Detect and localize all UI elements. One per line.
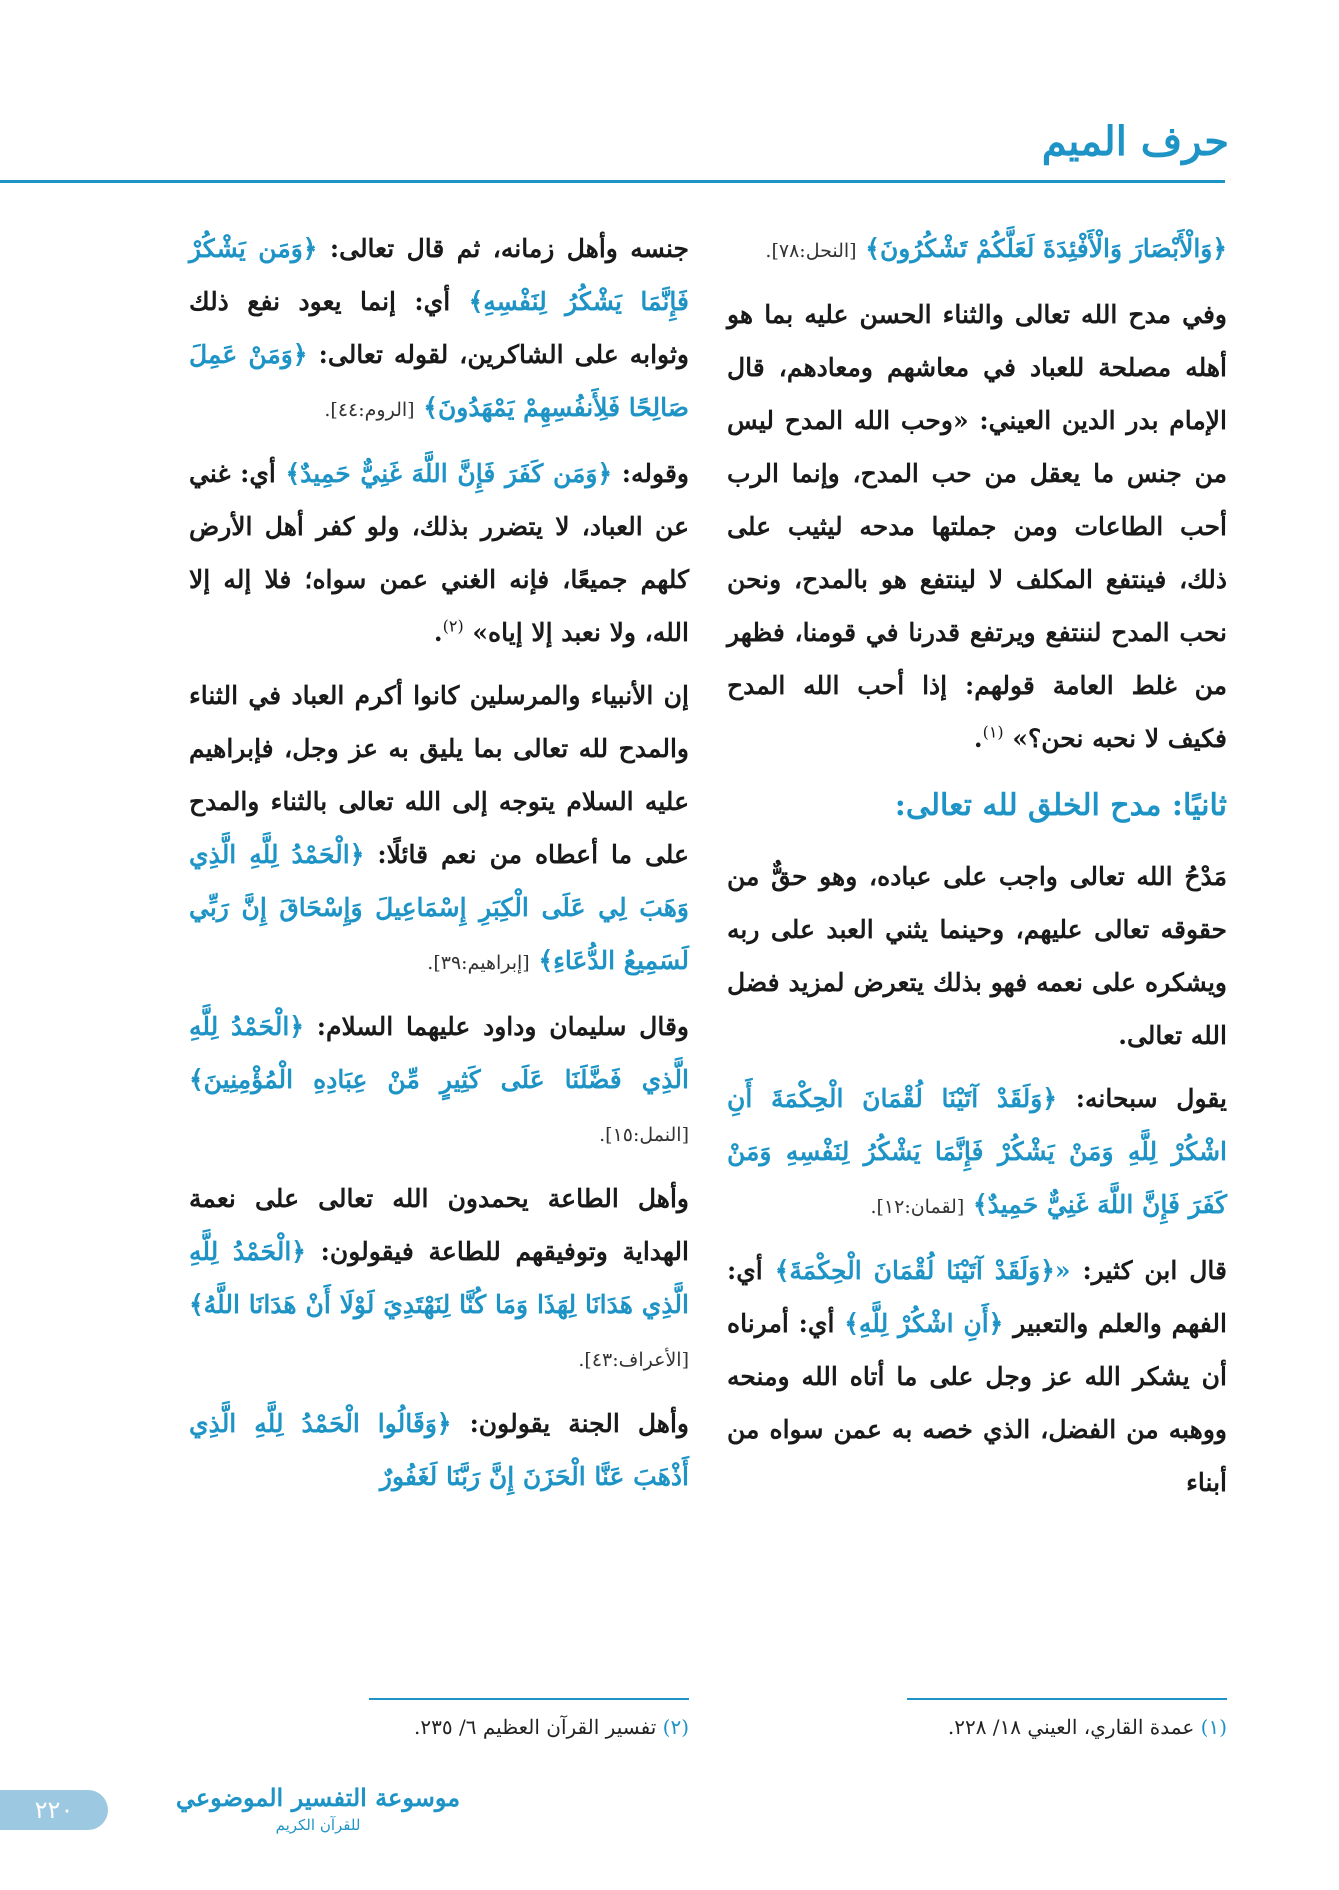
paragraph-text: قال ابن كثير: (1082, 1256, 1227, 1285)
paragraph-text: وفي مدح الله تعالى والثناء الحسن عليه بما هو أهله مصلحة للعباد في معاشهم ومعادهم، قال الإمام بدر الدين العيني: «وحب الله المدح ليس من جنس ما يعقل من حب المدح، وإنما الرب أحب الطاعات ومن جملتها مدحه ليثيب على ذلك، فينتفع المكلف لا لينتفع هو بالمدح، ونحن نحب المدح لننتفع ويرتفع قدرنا في قومنا، فظهر من غلط العامة قولهم: إذا أحب الله المدح فكيف لا نحبه نحن؟» (727, 300, 1227, 753)
section-heading: ثانيًا: مدح الخلق لله تعالى: (894, 788, 1227, 823)
verse-reference: [النحل:٧٨]. (765, 240, 857, 262)
paragraph: وفي مدح الله تعالى والثناء الحسن عليه بما هو أهله مصلحة للعباد في معاشهم ومعادهم، قال الإمام بدر الدين العيني: «وحب الله المدح ليس من جنس ما يعقل من حب المدح، وإنما الرب أحب الطاعات ومن جملتها مدحه ليثيب على ذلك، فينتفع المكلف لا لينتفع هو بالمدح، ونحن نحب المدح لننتفع ويرتفع قدرنا في قومنا، فظهر من غلط العامة قولهم: إذا أحب الله المدح فكيف لا نحبه نحن؟» $^{(١)}$. (727, 300, 1227, 753)
paragraph-text: أي: أمرناه أن يشكر الله عز وجل على ما أتاه الله ومنحه ووهبه من الفضل، الذي خصه به عمن سواه من أبناء (727, 1309, 1227, 1497)
paragraph-text: يقول سبحانه: (1075, 1084, 1227, 1113)
paragraph-text: إن الأنبياء والمرسلين كانوا أكرم العباد في الثناء والمدح لله تعالى بما يليق به عز وجل، فإبراهيم عليه السلام يتوجه إلى الله تعالى بالثناء والمدح على ما أعطاه من نعم قائلًا: (189, 681, 689, 869)
page-title: حرف الميم (1041, 118, 1229, 165)
quran-verse: ﴿وَمَن يَشْكُرْ فَإِنَّمَا يَشْكُرُ لِنَفْسِهِ﴾ (189, 234, 689, 316)
quran-verse: ﴿وَالْأَبْصَارَ وَالْأَفْئِدَةَ لَعَلَّكُمْ تَشْكُرُونَ﴾ (865, 234, 1227, 263)
quran-verse: ﴿أَنِ اشْكُرْ لِلَّهِ﴾ (844, 1309, 1004, 1338)
paragraph (727, 850, 1227, 1062)
verse-reference: [النمل:١٥]. (599, 1124, 689, 1146)
quran-verse: ﴿الْحَمْدُ لِلَّهِ الَّذِي وَهَبَ لِي عَلَى الْكِبَرِ إِسْمَاعِيلَ وَإِسْحَاقَ إِنَّ رَبِّي لَسَمِيعُ الدُّعَاءِ﴾ (189, 840, 689, 975)
verse-reference: [الروم:٤٤]. (324, 399, 415, 421)
quran-verse: ﴿وَمَن كَفَرَ فَإِنَّ اللَّهَ غَنِيٌّ حَمِيدٌ﴾ (285, 459, 613, 488)
quran-verse: ﴿الْحَمْدُ لِلَّهِ الَّذِي هَدَانَا لِهَذَا وَمَا كُنَّا لِنَهْتَدِيَ لَوْلَا أَنْ هَدَانَا اللَّهُ﴾ (189, 1237, 689, 1319)
left-column (189, 222, 689, 1513)
verse-reference: [لقمان:١٢]. (870, 1196, 965, 1218)
paragraph-text: وقوله: (621, 459, 689, 488)
quran-verse: «﴿وَلَقَدْ آتَيْنَا لُقْمَانَ الْحِكْمَةَ﴾ (774, 1256, 1071, 1285)
paragraph-text: مَدْحُ الله تعالى واجب على عباده، وهو حقٌّ من حقوقه تعالى عليهم، وحينما يثني العبد على ربه ويشكره على نعمه فهو بذلك يتعرض لمزيد فضل الله تعالى. (727, 862, 1227, 1050)
paragraph-text: أي: غني عن العباد، لا يتضرر بذلك، ولو كفر أهل الأرض كلهم جميعًا، فإنه الغني عمن سواه؛ فلا إله إلا الله، ولا نعبد إلا إياه» (189, 459, 689, 647)
logo-subtitle: للقرآن الكريم (275, 1816, 361, 1834)
paragraph (189, 1397, 689, 1503)
footnote-text: عمدة القاري، العيني ١٨/ ٢٢٨. (947, 1715, 1195, 1739)
quran-verse: ﴿وَقَالُوا الْحَمْدُ لِلَّهِ الَّذِي أَذْهَبَ عَنَّا الْحَزَنَ إِنَّ رَبَّنَا لَغَفُورٌ (189, 1409, 689, 1491)
footnote-1 (948, 1715, 1227, 1739)
paragraph (727, 1244, 1227, 1509)
paragraph-text: وأهل الطاعة يحمدون الله تعالى على نعمة الهداية وتوفيقهم للطاعة فيقولون: (189, 1184, 689, 1266)
encyclopedia-logo (118, 1780, 518, 1850)
paragraph (727, 1072, 1227, 1234)
paragraph-text: جنسه وأهل زمانه، ثم قال تعالى: (329, 234, 689, 263)
footnote-divider (369, 1698, 689, 1700)
header-divider (0, 180, 1225, 183)
footnote-marker[interactable]: (٢) (442, 616, 464, 636)
paragraph-text: وقال سليمان وداود عليهما السلام: (316, 1012, 689, 1041)
page-number: ٢٢٠ (0, 1790, 108, 1830)
paragraph-text: أي: إنما يعود نفع ذلك وثوابه على الشاكرين، لقوله تعالى: (189, 287, 689, 369)
footnote-divider (907, 1698, 1227, 1700)
paragraph (189, 1000, 689, 1162)
verse-reference: [الأعراف:٤٣]. (578, 1349, 689, 1371)
paragraph (727, 222, 1227, 278)
paragraph (189, 669, 689, 990)
verse-reference: [إبراهيم:٣٩]. (427, 952, 530, 974)
quran-verse: ﴿وَمَنْ عَمِلَ صَالِحًا فَلِأَنفُسِهِمْ يَمْهَدُونَ﴾ (189, 340, 689, 422)
footnote-text: تفسير القرآن العظيم ٦/ ٢٣٥. (414, 1715, 657, 1739)
paragraph: وقوله: ﴿وَمَن كَفَرَ فَإِنَّ اللَّهَ غَنِيٌّ حَمِيدٌ﴾ أي: غني عن العباد، لا يتضرر بذلك، ولو كفر أهل الأرض كلهم جميعًا، فإنه الغني عمن سواه؛ فلا إله إلا الله، ولا نعبد إلا إياه» $^{(٢)}$. (189, 459, 689, 647)
paragraph-text: أي: الفهم والعلم والتعبير (727, 1256, 1227, 1338)
footnote-marker[interactable]: (١) (982, 722, 1004, 742)
paragraph (189, 222, 689, 437)
logo-title: موسوعة التفسير الموضوعي (175, 1783, 461, 1812)
quran-verse: ﴿الْحَمْدُ لِلَّهِ الَّذِي فَضَّلَنَا عَلَى كَثِيرٍ مِّنْ عِبَادِهِ الْمُؤْمِنِينَ﴾ (189, 1012, 689, 1094)
footnote-2 (414, 1715, 689, 1739)
footnote-number: (١) (1200, 1715, 1227, 1739)
right-column (727, 222, 1227, 1519)
paragraph-text: وأهل الجنة يقولون: (469, 1409, 689, 1438)
paragraph (189, 1172, 689, 1387)
quran-verse: ﴿وَلَقَدْ آتَيْنَا لُقْمَانَ الْحِكْمَةَ أَنِ اشْكُرْ لِلَّهِ وَمَنْ يَشْكُرْ فَإِنَّمَا يَشْكُرُ لِنَفْسِهِ وَمَنْ كَفَرَ فَإِنَّ اللَّهَ غَنِيٌّ حَمِيدٌ﴾ (727, 1084, 1227, 1219)
footnote-number: (٢) (662, 1715, 689, 1739)
